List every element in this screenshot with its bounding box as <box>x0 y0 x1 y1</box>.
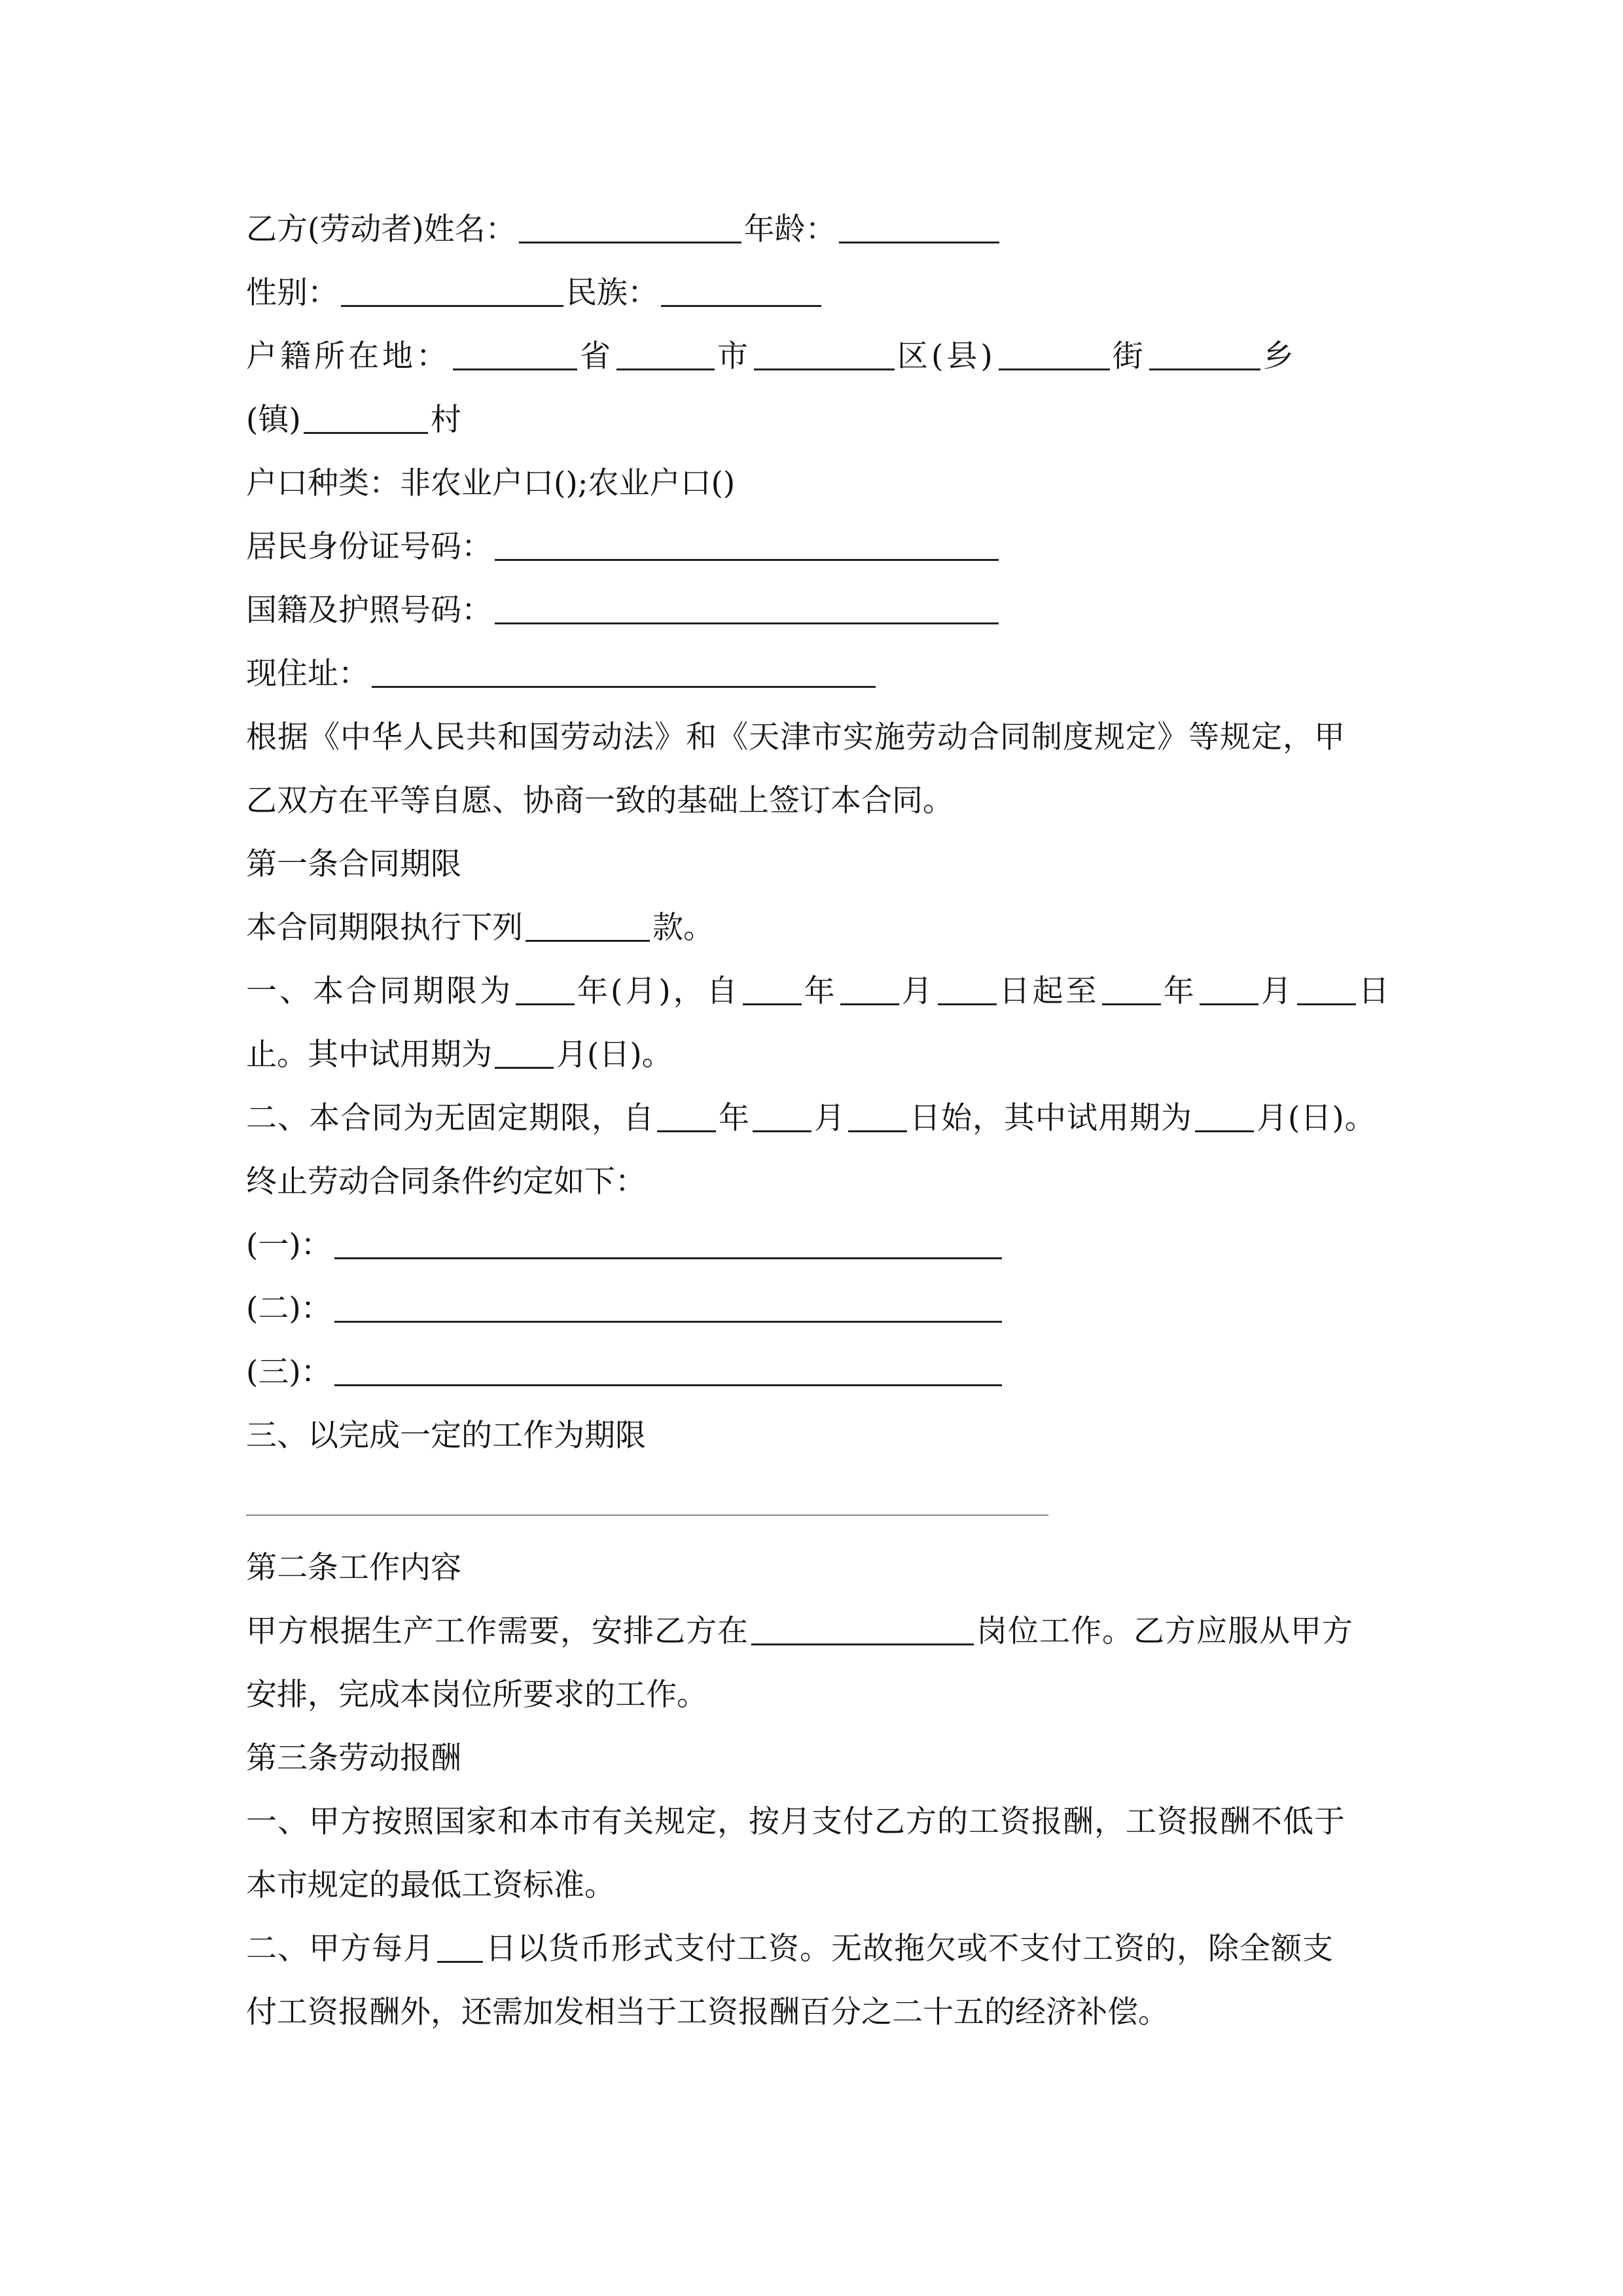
clause-blank <box>526 910 650 942</box>
province-label: 省 <box>580 338 614 374</box>
payday-blank <box>437 1931 483 1963</box>
condition-2-line <box>246 1277 1005 1340</box>
item2-probation-blank <box>1195 1100 1254 1132</box>
article1-item2-line <box>246 1086 1376 1150</box>
month-label: 月 <box>901 973 935 1009</box>
condition-3-line <box>246 1340 1005 1404</box>
end-year-blank <box>1102 973 1161 1005</box>
month-label: 月 <box>814 1100 846 1136</box>
city-blank <box>616 338 715 370</box>
name-blank <box>519 211 741 243</box>
article1-probation-line <box>246 1023 673 1086</box>
position-blank <box>751 1613 974 1645</box>
article3-item1-line-2: 本市规定的最低工资标准。 <box>246 1867 615 1903</box>
intro-line-1: 根据《中华人民共和国劳动法》和《天津市实施劳动合同制度规定》等规定，甲 <box>246 719 1346 755</box>
year-label: 年 <box>719 1100 750 1136</box>
age-label: 年龄： <box>743 211 836 247</box>
address-blank <box>372 656 876 688</box>
article2-text-a: 甲方根据生产工作需要，安排乙方在 <box>246 1613 749 1649</box>
gender-label: 性别： <box>246 275 338 311</box>
end-month-blank <box>1200 973 1258 1005</box>
passport-blank <box>495 592 999 624</box>
article2-title: 第二条工作内容 <box>246 1550 461 1586</box>
district-label: 区(县) <box>897 338 996 374</box>
end-day-blank <box>1297 973 1356 1005</box>
district-blank <box>754 338 895 370</box>
article2-line-2: 安排，完成本岗位所要求的工作。 <box>246 1677 707 1713</box>
item1-text-b: 年(月)，自 <box>577 973 740 1009</box>
year-label: 年 <box>804 973 838 1009</box>
task-blank-rule <box>246 1515 1048 1516</box>
id-line <box>246 515 1001 579</box>
township-blank <box>1149 338 1260 370</box>
article3-title: 第三条劳动报酬 <box>246 1740 461 1776</box>
start-day-blank <box>938 973 997 1005</box>
passport-label: 国籍及护照号码： <box>246 592 492 628</box>
city-label: 市 <box>717 338 751 374</box>
condition-3-blank <box>334 1354 1002 1386</box>
payday-text-a: 二、甲方每月 <box>246 1931 435 1967</box>
term-length-blank <box>516 973 575 1005</box>
item2-text-c: 月(日)。 <box>1257 1100 1376 1136</box>
village-label: 村 <box>430 402 461 438</box>
passport-line <box>246 579 1001 642</box>
item2-text-b: 日始，其中试用期为 <box>910 1100 1192 1136</box>
article1-select-line <box>246 896 714 960</box>
article2-line-1 <box>246 1600 1353 1663</box>
month-label: 月 <box>1260 973 1294 1009</box>
name-age-line <box>246 198 1002 261</box>
address-line <box>246 642 878 706</box>
year-label: 年 <box>1163 973 1197 1009</box>
probation-text: 止。其中试用期为 <box>246 1037 492 1073</box>
probation-blank <box>495 1037 554 1069</box>
id-label: 居民身份证号码： <box>246 529 492 565</box>
start-month-blank <box>840 973 899 1005</box>
household-line <box>246 325 1297 388</box>
start-year-blank <box>743 973 802 1005</box>
select-prefix: 本合同期限执行下列 <box>246 910 523 946</box>
condition-2-label: (二)： <box>246 1291 332 1327</box>
township-label: 乡 <box>1262 338 1297 374</box>
item1-text-a: 一、本合同期限为 <box>246 973 513 1009</box>
age-blank <box>839 211 999 243</box>
town-blank <box>304 402 428 434</box>
intro-line-2: 乙双方在平等自愿、协商一致的基础上签订本合同。 <box>246 783 954 819</box>
gender-ethnicity-line <box>246 261 824 325</box>
household-label: 户籍所在地： <box>246 338 450 374</box>
article1-item3-line: 三、以完成一定的工作为期限 <box>246 1418 646 1454</box>
select-suffix: 款。 <box>652 910 714 946</box>
street-label: 街 <box>1112 338 1147 374</box>
probation-unit: 月(日)。 <box>556 1037 673 1073</box>
item2-year-blank <box>657 1100 716 1132</box>
condition-1-line <box>246 1213 1005 1277</box>
article3-item1-line-1: 一、甲方按照国家和本市有关规定，按月支付乙方的工资报酬，工资报酬不低于 <box>246 1804 1346 1840</box>
condition-2-blank <box>334 1291 1002 1323</box>
item1-text-c: 日起至 <box>999 973 1099 1009</box>
town-label: (镇) <box>246 402 301 438</box>
hukou-type-line: 户口种类：非农业户口();农业户口() <box>246 465 736 501</box>
ethnicity-label: 民族： <box>566 275 658 311</box>
article1-item1-line <box>246 960 1392 1023</box>
article3-item2-line-2: 付工资报酬外，还需加发相当于工资报酬百分之二十五的经济补偿。 <box>246 1994 1169 2030</box>
article1-title: 第一条合同期限 <box>246 846 461 882</box>
day-label: 日 <box>1358 973 1392 1009</box>
address-label: 现住址： <box>246 656 369 692</box>
condition-1-label: (一)： <box>246 1227 332 1263</box>
article3-item2-line-1 <box>246 1917 1334 1981</box>
condition-1-blank <box>334 1227 1002 1259</box>
item2-month-blank <box>753 1100 812 1132</box>
gender-blank <box>341 275 563 307</box>
condition-3-label: (三)： <box>246 1354 332 1390</box>
name-label: 乙方(劳动者)姓名： <box>246 211 516 247</box>
termination-line: 终止劳动合同条件约定如下： <box>246 1164 646 1200</box>
town-line <box>246 388 461 452</box>
item2-text-a: 二、本合同为无固定期限，自 <box>246 1100 654 1136</box>
street-blank <box>999 338 1110 370</box>
article2-text-b: 岗位工作。乙方应服从甲方 <box>976 1613 1353 1649</box>
id-blank <box>495 529 999 561</box>
item2-day-blank <box>848 1100 907 1132</box>
payday-text-b: 日以货币形式支付工资。无故拖欠或不支付工资的，除全额支 <box>486 1931 1334 1967</box>
ethnicity-blank <box>661 275 821 307</box>
province-blank <box>453 338 577 370</box>
